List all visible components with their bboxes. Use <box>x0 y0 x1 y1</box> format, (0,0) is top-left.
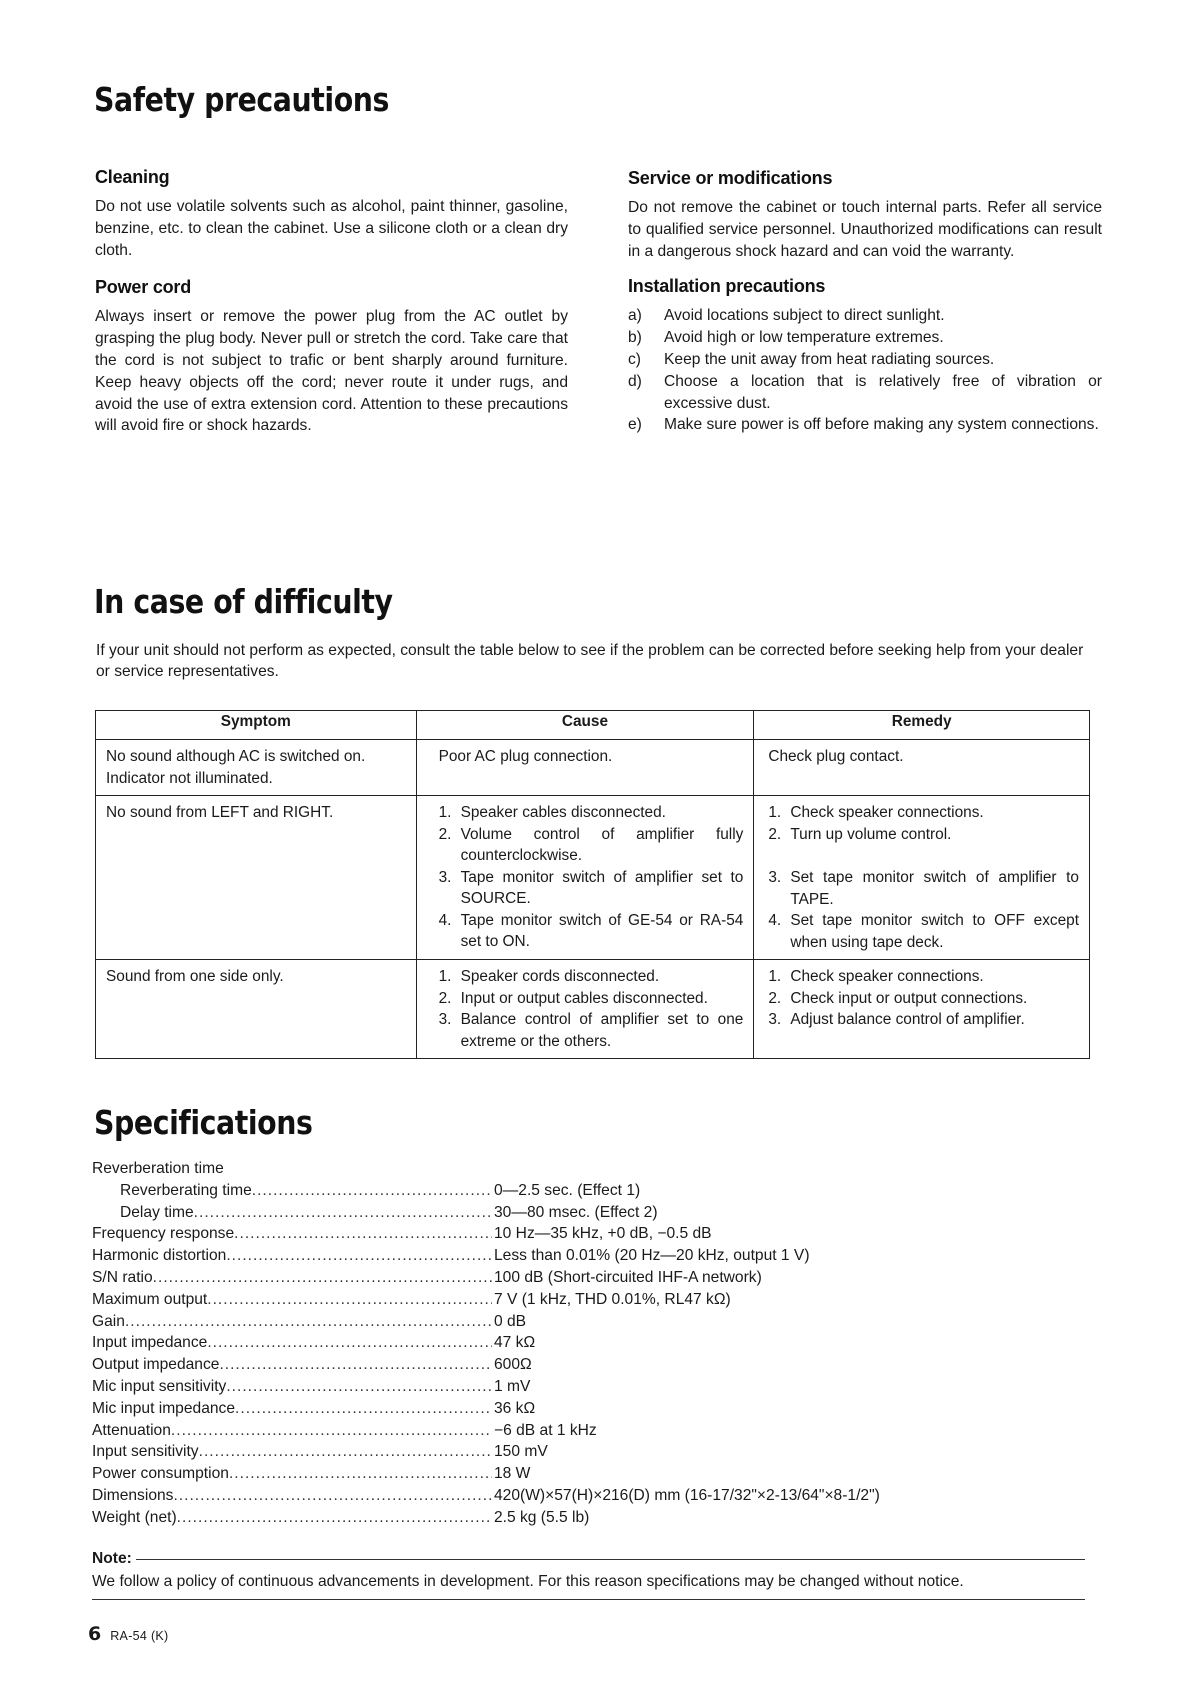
list-item: 1. Check speaker connections. <box>768 804 984 821</box>
note-heading: Note: <box>92 1550 132 1567</box>
divider <box>136 1559 1085 1560</box>
spacer <box>768 845 1079 867</box>
service-section <box>628 168 1102 262</box>
specifications-title: Specifications <box>94 1103 313 1142</box>
spec-row: Dimensions ..... 420(W)×57(H)×216(D) mm (16-17/32"×2-13/64"×8-1/2") <box>92 1485 880 1507</box>
installation-heading: Installation precautions <box>628 276 826 297</box>
service-heading: Service or modifications <box>628 168 833 188</box>
remedy-header: Remedy <box>754 711 1090 740</box>
spec-row: Power consumption ..... 18 W <box>92 1463 880 1485</box>
cleaning-heading: Cleaning <box>95 167 170 187</box>
list-item: 1. Speaker cords disconnected. <box>438 968 660 985</box>
spec-row: Output impedance ..... 600Ω <box>92 1354 880 1376</box>
list-item: a) Avoid locations subject to direct sunlight. <box>628 307 945 325</box>
cause-header: Cause <box>416 711 754 740</box>
spec-row: Mic input sensitivity ..... 1 mV <box>92 1376 880 1398</box>
symptom-cell: No sound from LEFT and RIGHT. <box>96 796 417 960</box>
spec-row: Attenuation ..... −6 dB at 1 kHz <box>92 1420 880 1442</box>
model-code: RA-54 (K) <box>110 1629 169 1643</box>
spec-row: S/N ratio ..... 100 dB (Short-circuited IHF-A network) <box>92 1267 880 1289</box>
power-cord-section <box>95 277 568 437</box>
spec-row: Reverberating time ..... 0—2.5 sec. (Effect 1) <box>92 1180 880 1202</box>
cleaning-text: Do not use volatile solvents such as alcohol, paint thinner, gasoline, benzine, etc. to clean the cabinet. Use a silicone cloth or a clean dry cloth. <box>95 198 568 259</box>
spec-row: Input sensitivity ..... 150 mV <box>92 1441 880 1463</box>
installation-section <box>628 276 1102 436</box>
cause-cell <box>416 960 754 1059</box>
remedy-cell <box>754 960 1090 1059</box>
symptom-header: Symptom <box>96 711 417 740</box>
list-item: d) Choose a location that is relatively free of vibration or excessive dust. <box>628 372 1102 412</box>
spec-row: Weight (net) ..... 2.5 kg (5.5 lb) <box>92 1507 880 1529</box>
spec-row: Maximum output ..... 7 V (1 kHz, THD 0.01%, RL47 kΩ) <box>92 1289 880 1311</box>
table-header-row <box>96 711 1090 740</box>
list-item: 2. Volume control of amplifier fully counterclockwise. <box>438 825 744 864</box>
list-item: 4. Set tape monitor switch to OFF except when using tape deck. <box>768 912 1079 951</box>
spec-group-heading: Reverberation time <box>92 1160 224 1177</box>
table-row <box>96 960 1090 1059</box>
list-item: c) Keep the unit away from heat radiating sources. <box>628 350 995 368</box>
power-cord-heading: Power cord <box>95 277 192 298</box>
difficulty-title: In case of difficulty <box>94 582 393 621</box>
safety-right-column <box>628 168 1102 450</box>
spec-row: Frequency response ..... 10 Hz—35 kHz, +0 dB, −0.5 dB <box>92 1223 880 1245</box>
spec-row: Harmonic distortion ..... Less than 0.01% (20 Hz—20 kHz, output 1 V) <box>92 1245 880 1267</box>
list-item: 4. Tape monitor switch of GE-54 or RA-54 set to ON. <box>438 911 744 950</box>
note-box <box>92 1550 1085 1600</box>
remedy-cell <box>754 796 1090 960</box>
divider <box>92 1599 1085 1600</box>
table-row <box>96 740 1090 796</box>
page-number: 6 <box>88 1623 102 1645</box>
power-cord-text: Always insert or remove the power plug from the AC outlet by grasping the plug body. Never pull or stretch the cord. Take care that the cord is not subject to trafic or bent sharply around furniture. Keep heavy objects off the cord; never route it under rugs, and avoid the use of extra extension cord. Attention to these precautions will avoid fire or shock hazards. <box>95 308 568 435</box>
spec-row: Delay time ..... 30—80 msec. (Effect 2) <box>92 1202 880 1224</box>
list-item: 3. Balance control of amplifier set to one extreme or the others. <box>438 1011 744 1050</box>
list-item: 1. Check speaker connections. <box>768 968 984 985</box>
list-item: 1. Speaker cables disconnected. <box>438 804 666 821</box>
symptom-cell: No sound although AC is switched on. Indicator not illuminated. <box>96 740 417 796</box>
note-text: We follow a policy of continuous advancements in development. For this reason specifications may be changed without notice. <box>92 1573 964 1590</box>
spec-row: Mic input impedance ..... 36 kΩ <box>92 1398 880 1420</box>
list-item: 3. Tape monitor switch of amplifier set to SOURCE. <box>438 868 744 907</box>
safety-left-column <box>95 167 568 451</box>
specifications-list <box>92 1158 880 1529</box>
service-text: Do not remove the cabinet or touch internal parts. Refer all service to qualified service personnel. Unauthorized modifications can result in a dangerous shock hazard and can void the warranty. <box>628 199 1102 260</box>
list-item: 2. Check input or output connections. <box>768 989 1028 1007</box>
page-footer <box>88 1623 169 1645</box>
safety-title: Safety precautions <box>94 80 390 119</box>
remedy-cell: Check plug contact. <box>754 740 1090 796</box>
list-item: b) Avoid high or low temperature extremes. <box>628 329 944 347</box>
cause-cell <box>416 796 754 960</box>
symptom-cell: Sound from one side only. <box>96 960 417 1059</box>
cause-cell: Poor AC plug connection. <box>416 740 754 796</box>
installation-list <box>628 305 1102 436</box>
spec-row: Input impedance ..... 47 kΩ <box>92 1332 880 1354</box>
list-item: 2. Turn up volume control. <box>768 825 952 843</box>
list-item: e) Make sure power is off before making any system connections. <box>628 416 1099 434</box>
list-item: 3. Set tape monitor switch of amplifier to TAPE. <box>768 869 1079 908</box>
list-item: 2. Input or output cables disconnected. <box>438 989 708 1007</box>
troubleshooting-table <box>95 710 1090 1059</box>
spec-row: Gain ..... 0 dB <box>92 1311 880 1333</box>
cleaning-section <box>95 167 568 261</box>
table-row <box>96 796 1090 960</box>
list-item: 3. Adjust balance control of amplifier. <box>768 1011 1025 1028</box>
difficulty-intro: If your unit should not perform as expected, consult the table below to see if the problem can be corrected before seeking help from your dealer or service representatives. <box>96 642 1084 680</box>
